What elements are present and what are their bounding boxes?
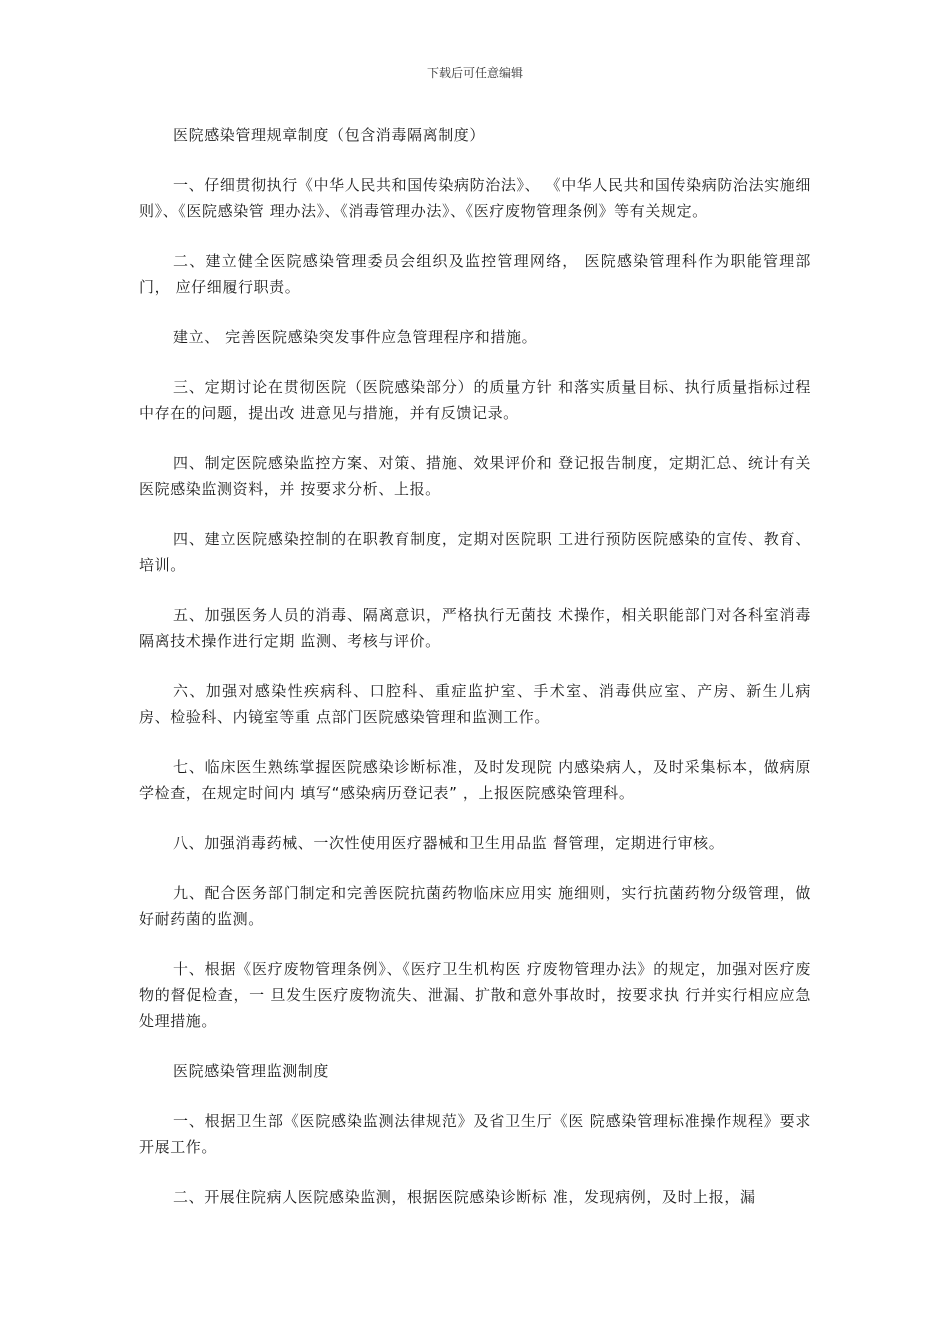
section-2-title: 医院感染管理监测制度 (173, 1062, 330, 1080)
section-1-paragraph-5: 四、制定医院感染监控方案、对策、措施、效果评价和 登记报告制度，定期汇总、统计有关医院感染监测资料，并 按要求分析、上报。 (139, 454, 811, 498)
section-1-paragraph-9: 七、临床医生熟练掌握医院感染诊断标准，及时发现院 内感染病人，及时采集标本，做病原学检查，在规定时间内 填写“感染病历登记表” ，上报医院感染管理科。 (139, 758, 811, 802)
section-1-paragraph-7: 五、加强医务人员的消毒、隔离意识，严格执行无菌技 术操作，相关职能部门对各科室消毒隔离技术操作进行定期 监测、考核与评价。 (139, 606, 811, 650)
section-1-paragraph-11: 九、配合医务部门制定和完善医院抗菌药物临床应用实 施细则，实行抗菌药物分级管理，做好耐药菌的监测。 (139, 884, 811, 928)
section-2-paragraph-2: 二、开展住院病人医院感染监测，根据医院感染诊断标 准，发现病例，及时上报，漏 (173, 1188, 756, 1206)
section-1-paragraph-12: 十、根据《医疗废物管理条例》、《医疗卫生机构医 疗废物管理办法》的规定，加强对医疗废物的督促检查，一 旦发生医疗废物流失、泄漏、扩散和意外事故时，按要求执 行并实行相应应急处理措施。 (139, 960, 811, 1030)
section-1-paragraph-3: 建立、 完善医院感染突发事件应急管理程序和措施。 (173, 328, 538, 346)
header-note: 下载后可任意编辑 (426, 66, 523, 80)
section-1-paragraph-2: 二、建立健全医院感染管理委员会组织及监控管理网络， 医院感染管理科作为职能管理部门， 应仔细履行职责。 (139, 252, 811, 296)
section-1-paragraph-10: 八、加强消毒药械、一次性使用医疗器械和卫生用品监 督管理，定期进行审核。 (173, 834, 725, 852)
section-1-paragraph-4: 三、定期讨论在贯彻医院（医院感染部分）的质量方针 和落实质量目标、执行质量指标过程中存在的问题，提出改 进意见与措施，并有反馈记录。 (139, 378, 811, 422)
document-body (139, 122, 811, 1234)
section-1-paragraph-8: 六、加强对感染性疾病科、口腔科、重症监护室、手术室、消毒供应室、产房、新生儿病房、检验科、内镜室等重 点部门医院感染管理和监测工作。 (139, 682, 811, 726)
section-1-paragraph-6: 四、建立医院感染控制的在职教育制度，定期对医院职 工进行预防医院感染的宣传、教育、培训。 (139, 530, 811, 574)
section-1-paragraph-1: 一、仔细贯彻执行《中华人民共和国传染病防治法》、 《中华人民共和国传染病防治法实施细则》、《医院感染管 理办法》、《消毒管理办法》、《医疗废物管理条例》等有关规定。 (139, 176, 811, 220)
section-1-title: 医院感染管理规章制度（包含消毒隔离制度） (173, 126, 486, 144)
section-2-paragraph-1: 一、根据卫生部《医院感染监测法律规范》及省卫生厅《医 院感染管理标准操作规程》要求开展工作。 (139, 1112, 811, 1156)
